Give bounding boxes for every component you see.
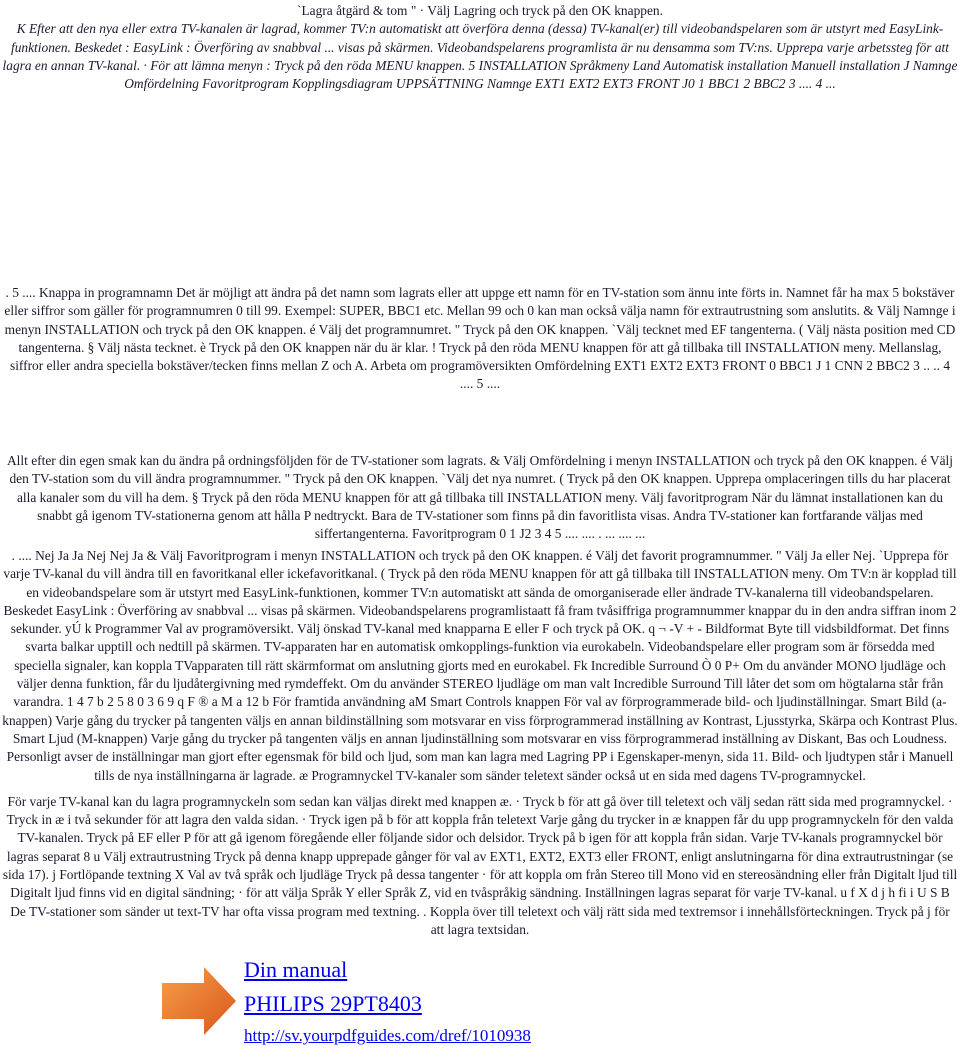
text-block-naming xyxy=(2,284,958,394)
arrow-logo-icon xyxy=(158,961,240,1043)
text-block-intro xyxy=(2,2,958,93)
paragraph-reorder-favorites: Allt efter din egen smak kan du ändra på ordningsföljden för de TV-stationer som lagrats. & Välj Omfördelning i menyn INSTALLATION och tryck på den OK knappen. é Välj den TV-station som du vill ändra programnummer. " Tryck på den OK knappen. `Välj det nya numret. ( Tryck på den OK knappen. Upprepa omplaceringen tills du har placerat alla kanaler som du vill ha dem. § Tryck på den röda MENU knappen för att gå tillbaka till INSTALLATION meny. Välj favoritprogram När du lämnat installationen kan du snabbt gå igenom TV-stationerna genom att hålla P nedtryckt. Bara de TV-stationer som finns på din favoritlista visas. Andra TV-stationer kan fortfarande väljas med siffertangenterna. Favoritprogram 0 1 J2 3 4 5 .... .... . ... .... ... xyxy=(7,453,953,542)
text-block-favorites-smart xyxy=(2,547,958,939)
url-link[interactable]: http://sv.yourpdfguides.com/dref/1010938 xyxy=(244,1026,531,1045)
paragraph-favorite-smart-controls: . .... Nej Ja Ja Nej Nej Ja & Välj Favoritprogram i menyn INSTALLATION och tryck på den OK knappen. é Välj det favorit programnummer. " Välj Ja eller Nej. `Upprepa för varje TV-kanal du vill ändra till en favoritkanal eller ickefavoritkanal. ( Tryck på den röda MENU knappen för att gå tillbaka till INSTALLATION meny. Om TV:n är kopplad till en videobandspelare som är utstyrt med EasyLink-funktionen, kommer TV:n automatiskt att sända de omorganiserade eller ändrade TV-kanalerna till videobandspelaren. Beskedet EasyLink : Överföring av snabbval ... visas på skärmen. Videobandspelarens programlistaatt få fram tvåsiffriga programnummer knappar du in den andra siffran inom 2 sekunder. yÚ k Programmer Val av programöversikt. Välj önskad TV-kanal med knapparna E eller F och tryck på OK. q ¬ -V + - Bildformat Byte till vidsbildformat. Det finns svarta balkar upptill och nedtill på skärmen. TV-apparaten har en automatisk omkopplings-funktion via eurokabeln. Videobandspelare eller program som är försedda med speciella signaler, kan koppla TVapparaten till rätt skärmformat om anslutning gjorts med en eurokabel. Fk Incredible Surround Ò 0 P+ Om du använder MONO ljudläge och väljer denna funktion, får du ljudåtergivning med rymdeffekt. Om du använder STEREO ljudläge om man valt Incredible Surround Till låter det som om högtalarna står från varandra. 1 4 7 b 2 5 8 0 3 6 9 q F ® a M a 12 b För framtida användning aM Smart Controls knappen För val av förprogrammerade bild- och ljudinställningar. Smart Bild (a-knappen) Varje gång du trycker på tangenten väljs en annan bildinställning som motsvarar en viss förprogrammerad inställning av Kontrast, Ljusstyrka, Skärpa och Kontrast Plus. Smart Ljud (M-knappen) Varje gång du trycker på tangenten väljs en annan ljudinställning som motsvarar en viss förprogrammerad inställning av Diskant, Bas och Loudness. Personligt avser de inställningar man gjort efter egensmak för bild och ljud, som man kan lagra med Lagring PP i Egenskaper-menyn, sida 11. Bild- och ljudtypen står i Manuell tills de nya inställningarna är lagrade. æ Programnyckel TV-kanaler som sänder teletext sänder också ut en sida med dagens TV-programnyckel. xyxy=(2,548,958,783)
paragraph-program-key-teletext: För varje TV-kanal kan du lagra programnyckeln som sedan kan väljas direkt med knappen æ. · Tryck b för att gå över till teletext och välj sedan rätt sida med programnyckel. · Tryck in æ i två sekunder för att lagra den valda sidan. · Tryck igen på b för att koppla från teletext Varje gång du trycker in æ knappen får du upp programnyckeln för den valda TV-kanalen. Tryck på EF eller P för att gå igenom föregående eller följande sidor och delsidor. Tryck på b igen för att koppla från sidan. Varje TV-kanals programnyckel bör lagras separat 8 u Välj extrautrustning Tryck på denna knapp upprepade gånger för val av EXT1, EXT2, EXT3 eller FRONT, enligt anslutningarna för dina extrautrustningar (se sida 17). j Fortlöpande textning X Val av två språk och ljudläge Tryck på dessa tangenter · för att koppla om från Stereo till Mono vid en stereosändning eller från Digitalt ljud till Digitalt ljud finns vid en digital sändning; · för att välja Språk Y eller Språk Z, vid en tvåspråkig sändning. Inställningen lagras separat för varje TV-kanal. u f X d j h fi i U S B De TV-stationer som sänder ut text-TV har ofta vissa program med textning. . Koppla över till teletext och välj rätt sida med textremsor i innehållsförteckningen. Tryck på j för att lagra textsidan. xyxy=(2,793,958,937)
manual-link[interactable]: Din manual xyxy=(244,957,348,982)
footer-links xyxy=(244,955,531,1049)
model-link[interactable]: PHILIPS 29PT8403 xyxy=(244,991,422,1016)
paragraph-program-naming: . 5 .... Knappa in programnamn Det är möjligt att ändra på det namn som lagrats eller att uppge ett namn för en TV-station som ännu inte förts in. Namnet får ha max 5 bokstäver eller siffror som gäller för programnumren 0 till 99. Exempel: SUPER, BBC1 etc. Mellan 99 och 0 kan man också välja namn för extrautrustning som anslutits. & Välj Namnge i menyn INSTALLATION och tryck på den OK knappen. é Välj det programnumret. " Tryck på den OK knappen. `Välj tecknet med EF tangenterna. ( Välj nästa position med CD tangenterna. § Välj nästa tecknet. è Tryck på den OK knappen när du är klar. ! Tryck på den röda MENU knappen för att gå tillbaka till INSTALLATION meny. Mellanslag, siffror eller andra speciella bokstäver/tecken finns mellan Z och A. Arbeta om programöversikten Omfördelning EXT1 EXT2 EXT3 FRONT 0 BBC1 J 1 CNN 2 BBC2 3 .. .. 4 .... 5 .... xyxy=(4,285,956,392)
manual-footer xyxy=(158,955,678,1055)
paragraph-store-action: `Lagra åtgärd & tom " · Välj Lagring och tryck på den OK knappen. xyxy=(297,3,663,18)
text-block-reorder xyxy=(2,452,958,543)
paragraph-easylink-transfer: K Efter att den nya eller extra TV-kanalen är lagrad, kommer TV:n automatiskt att överföra denna (dessa) TV-kanal(er) till videobandspelaren som är utstyrt med EasyLink-funktionen. Beskedet : EasyLink : Överföring av snabbval ... visas på skärmen. Videobandspelarens programlista är nu densamma som TV:ns. Upprepa varje arbetssteg för att lagra en annan TV-kanal. · För att lämna menyn : Tryck på den röda MENU knappen. 5 INSTALLATION Språkmeny Land Automatisk installation Manuell installation J Namnge Omfördelning Favoritprogram Kopplingsdiagram UPPSÄTTNING Namnge EXT1 EXT2 EXT3 FRONT J0 1 BBC1 2 BBC2 3 .... 4 ... xyxy=(2,21,958,92)
